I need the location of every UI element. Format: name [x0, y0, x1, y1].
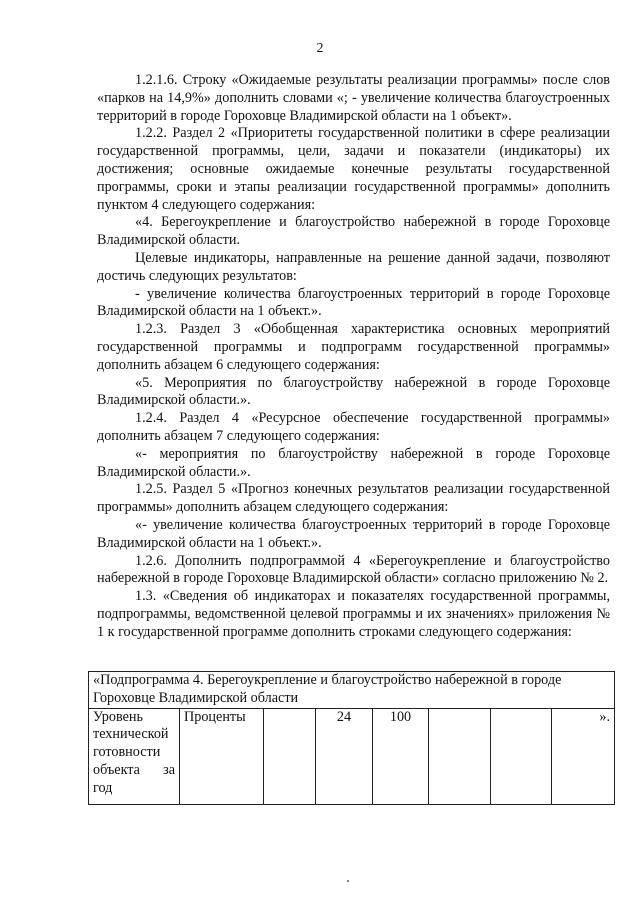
value-cell-6: [429, 708, 491, 804]
value-cell-5: 100: [373, 708, 429, 804]
unit-cell: Проценты: [180, 708, 264, 804]
paragraph-increase-territories: - увеличение количества благоустроенных территорий в городе Гороховце Владимирской области на 1 объект.».: [97, 285, 610, 320]
value-cell-3: [264, 708, 316, 804]
paragraph-1-2-5: 1.2.5. Раздел 5 «Прогноз конечных результатов реализации государственной программы» дополнить абзацем следующего содержания:: [97, 481, 610, 516]
paragraph-1-2-1-6: 1.2.1.6. Строку «Ожидаемые результаты реализации программы» после слов «парков на 14,9%» дополнить словами «; - увеличение количества благоустроенных территорий в городе Гороховце Владимирской области на 1 объект».: [97, 72, 610, 124]
page-number: 2: [316, 41, 324, 56]
scan-dot: [347, 880, 349, 882]
indicators-table: [88, 671, 615, 805]
indicator-name-cell: Уровень технической готовности объекта за год: [89, 708, 180, 804]
paragraph-target-indicators: Целевые индикаторы, направленные на решение данной задачи, позволяют достичь следующих результатов:: [97, 249, 610, 284]
indicators-table-wrap: [88, 671, 614, 805]
value-cell-7: [491, 708, 552, 804]
table-header-row: [89, 672, 615, 709]
table-row: [89, 708, 615, 804]
paragraph-1-2-3: 1.2.3. Раздел 3 «Обобщенная характеристика основных мероприятий государственной программы и подпрограмм государственной программы» дополнить абзацем 6 следующего содержания:: [97, 321, 610, 373]
paragraph-forecast-increase: «- увеличение количества благоустроенных территорий в городе Гороховце Владимирской области на 1 объект.».: [97, 516, 610, 551]
paragraph-1-2-4: 1.2.4. Раздел 4 «Ресурсное обеспечение государственной программы» дополнить абзацем 7 следующего содержания:: [97, 410, 610, 444]
paragraph-1-2-2: 1.2.2. Раздел 2 «Приоритеты государственной политики в сфере реализации государственной программы, цели, задачи и показатели (индикаторы) их достижения; основные ожидаемые конечные результаты государственной программы, сроки и этапы реализации государственной программы» дополнить пунктом 4 следующего содержания:: [97, 125, 610, 213]
paragraph-item-4: «4. Берегоукрепление и благоустройство набережной в городе Гороховце Владимирской области.: [97, 214, 610, 249]
subprogram-header-cell: «Подпрограмма 4. Берегоукрепление и благоустройство набережной в городе Гороховце Владимирской области: [89, 672, 615, 709]
paragraph-measures-embankment: «- мероприятия по благоустройству набережной в городе Гороховце Владимирской области.».: [97, 445, 610, 480]
paragraph-measures-5: «5. Мероприятия по благоустройству набережной в городе Гороховце Владимирской области.».: [97, 374, 610, 409]
value-cell-4: 24: [316, 708, 373, 804]
paragraph-1-2-6: 1.2.6. Дополнить подпрограммой 4 «Берегоукрепление и благоустройство набережной в городе Гороховце Владимирской области» согласно приложению № 2.: [97, 552, 610, 587]
closing-quote-cell: ».: [552, 708, 615, 804]
document-body: [97, 72, 610, 642]
paragraph-1-3: 1.3. «Сведения об индикаторах и показателях государственной программы, подпрограммы, ведомственной целевой программы и их значениях» приложения № 1 к государственной программе дополнить строками следующего содержания:: [97, 588, 610, 640]
